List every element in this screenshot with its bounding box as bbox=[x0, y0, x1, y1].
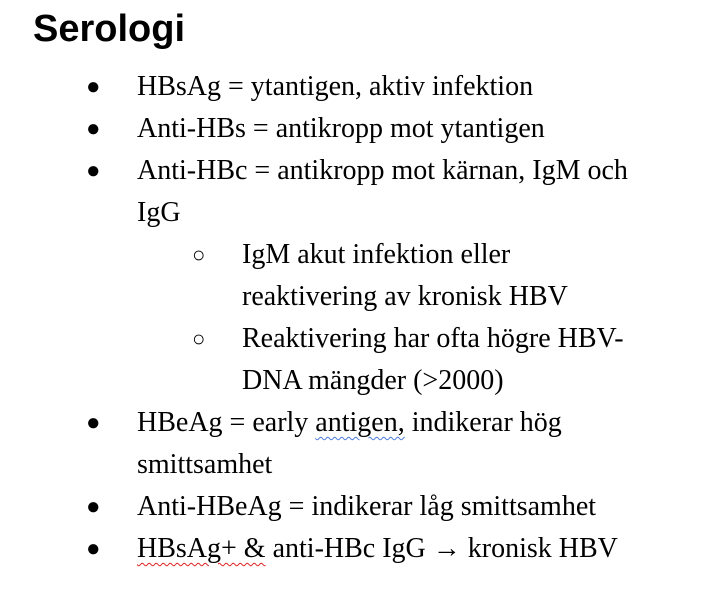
bullet-list bbox=[0, 66, 714, 570]
list-item-text: Anti-HBs = antikropp mot ytantigen bbox=[137, 113, 545, 144]
grammar-flagged-word[interactable]: antigen, bbox=[315, 407, 405, 438]
list-item bbox=[0, 402, 677, 486]
sub-bullet-icon: ○ bbox=[192, 326, 206, 351]
sub-bullet-icon: ○ bbox=[192, 242, 206, 267]
bullet-icon: ● bbox=[86, 158, 101, 184]
list-item-text-start: HBeAg = early bbox=[137, 407, 316, 438]
page-title: Serologi bbox=[33, 8, 186, 50]
sub-list-item-text: IgM akut infektion eller reaktivering av kronisk HBV bbox=[242, 239, 568, 312]
list-item bbox=[0, 108, 677, 150]
list-item-text: HBsAg = ytantigen, aktiv infektion bbox=[137, 71, 534, 102]
list-item-text: Anti-HBc = antikropp mot kärnan, IgM och IgG bbox=[137, 155, 628, 228]
list-item bbox=[0, 150, 677, 402]
spelling-flagged-word[interactable]: HBsAg+ & bbox=[137, 533, 266, 564]
list-item-text-end: indikerar hög smittsamhet bbox=[137, 407, 562, 480]
list-item bbox=[0, 66, 677, 108]
bullet-icon: ● bbox=[86, 116, 101, 142]
list-item bbox=[0, 486, 677, 528]
bullet-icon: ● bbox=[86, 74, 101, 100]
list-item-text: Anti-HBeAg = indikerar låg smittsamhet bbox=[137, 491, 597, 522]
bullet-icon: ● bbox=[86, 494, 101, 520]
bullet-icon: ● bbox=[86, 536, 101, 562]
list-item bbox=[0, 528, 677, 570]
sub-list-item-text: Reaktivering har ofta högre HBV-DNA mängder (>2000) bbox=[242, 323, 624, 396]
sub-list-item bbox=[137, 318, 642, 402]
list-item-text-end: anti-HBc IgG → kronisk HBV bbox=[265, 533, 618, 564]
sub-bullet-list bbox=[137, 234, 677, 402]
bullet-icon: ● bbox=[86, 410, 101, 436]
sub-list-item bbox=[137, 234, 642, 318]
